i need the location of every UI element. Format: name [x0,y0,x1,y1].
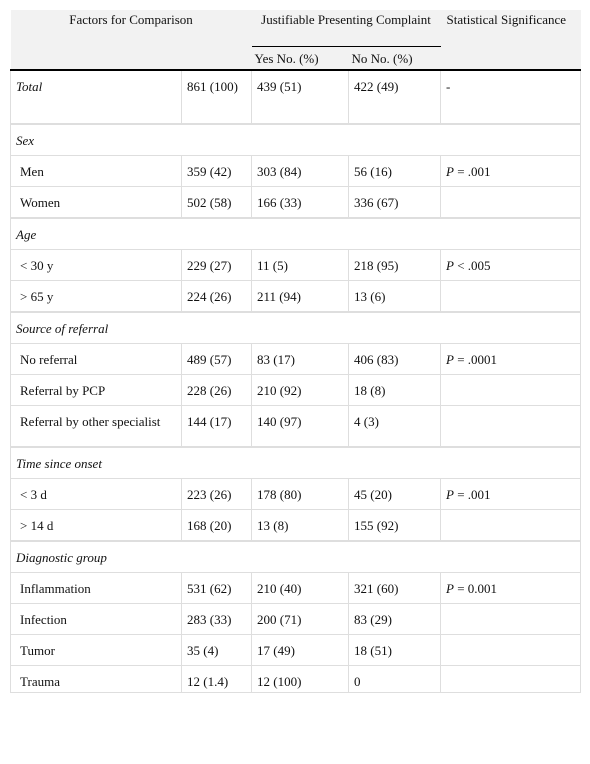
cell-p [441,635,581,666]
cell-yes: 211 (94) [252,281,349,312]
cell-yes: 303 (84) [252,156,349,187]
row-label: Tumor [11,635,182,666]
row-label: > 14 d [11,510,182,541]
cell-n: 229 (27) [182,250,252,281]
p-value: < .005 [453,258,491,273]
cell-p [441,666,581,693]
table-row [11,375,581,406]
comparison-table [10,10,581,693]
table-row [11,406,581,447]
cell-yes: 17 (49) [252,635,349,666]
cell-n: 168 (20) [182,510,252,541]
cell-no: 422 (49) [349,70,441,124]
cell-n: 861 (100) [182,70,252,124]
group-title: Time since onset [11,448,581,479]
table-row [11,666,581,693]
cell-yes: 210 (40) [252,573,349,604]
table-row-total [11,70,581,124]
row-label: Infection [11,604,182,635]
cell-yes: 140 (97) [252,406,349,447]
row-label: Total [11,70,182,124]
table-header [11,10,581,70]
group-title: Age [11,219,581,250]
cell-p: - [441,70,581,124]
p-symbol: P [446,487,454,502]
p-symbol: P [446,352,454,367]
cell-p [441,281,581,312]
row-label: < 3 d [11,479,182,510]
row-label: > 65 y [11,281,182,312]
header-statistical-significance: Statistical Significance [441,10,581,70]
row-label: Referral by other specialist [11,406,182,447]
cell-p [441,573,581,604]
cell-no: 0 [349,666,441,693]
row-label: Women [11,187,182,218]
cell-p [441,250,581,281]
cell-no: 45 (20) [349,479,441,510]
table-row [11,635,581,666]
cell-n: 224 (26) [182,281,252,312]
row-label: Referral by PCP [11,375,182,406]
p-symbol: P [446,581,454,596]
table-row [11,250,581,281]
cell-no: 406 (83) [349,344,441,375]
group-row-diagnostic [11,542,581,573]
p-symbol: P [446,258,454,273]
cell-no: 56 (16) [349,156,441,187]
cell-yes: 11 (5) [252,250,349,281]
cell-p [441,187,581,218]
header-factors: Factors for Comparison [11,10,252,47]
cell-yes: 13 (8) [252,510,349,541]
cell-n: 144 (17) [182,406,252,447]
cell-p [441,344,581,375]
table-row [11,573,581,604]
cell-p [441,406,581,447]
cell-no: 4 (3) [349,406,441,447]
table-row [11,156,581,187]
cell-yes: 200 (71) [252,604,349,635]
cell-yes: 210 (92) [252,375,349,406]
cell-n: 489 (57) [182,344,252,375]
cell-n: 531 (62) [182,573,252,604]
row-label: Trauma [11,666,182,693]
cell-p [441,375,581,406]
header-blank [11,47,252,71]
table-row [11,281,581,312]
cell-n: 223 (26) [182,479,252,510]
row-label: Inflammation [11,573,182,604]
cell-p [441,510,581,541]
table-row [11,604,581,635]
cell-p [441,156,581,187]
row-label: Men [11,156,182,187]
cell-no: 336 (67) [349,187,441,218]
cell-no: 321 (60) [349,573,441,604]
cell-n: 283 (33) [182,604,252,635]
p-value: = 0.001 [453,581,498,596]
group-row-onset [11,448,581,479]
cell-yes: 439 (51) [252,70,349,124]
group-row-referral [11,313,581,344]
header-justifiable-complaint: Justifiable Presenting Complaint [252,10,441,47]
group-row-age [11,219,581,250]
cell-no: 155 (92) [349,510,441,541]
header-no: No No. (%) [349,47,441,71]
cell-n: 359 (42) [182,156,252,187]
group-title: Diagnostic group [11,542,581,573]
cell-yes: 83 (17) [252,344,349,375]
table-row [11,479,581,510]
p-symbol: P [446,164,454,179]
cell-yes: 166 (33) [252,187,349,218]
group-row-sex [11,125,581,156]
cell-n: 12 (1.4) [182,666,252,693]
row-label: < 30 y [11,250,182,281]
cell-p [441,479,581,510]
cell-n: 228 (26) [182,375,252,406]
cell-yes: 178 (80) [252,479,349,510]
group-title: Source of referral [11,313,581,344]
comparison-table-container [10,10,580,693]
p-value: = .001 [453,487,491,502]
p-value: = .0001 [453,352,498,367]
cell-no: 218 (95) [349,250,441,281]
header-yes: Yes No. (%) [252,47,349,71]
table-row [11,344,581,375]
table-row [11,187,581,218]
cell-no: 18 (51) [349,635,441,666]
p-value: = .001 [453,164,491,179]
row-label: No referral [11,344,182,375]
cell-yes: 12 (100) [252,666,349,693]
cell-no: 13 (6) [349,281,441,312]
cell-p [441,604,581,635]
table-row [11,510,581,541]
cell-no: 83 (29) [349,604,441,635]
cell-n: 35 (4) [182,635,252,666]
cell-n: 502 (58) [182,187,252,218]
group-title: Sex [11,125,581,156]
cell-no: 18 (8) [349,375,441,406]
